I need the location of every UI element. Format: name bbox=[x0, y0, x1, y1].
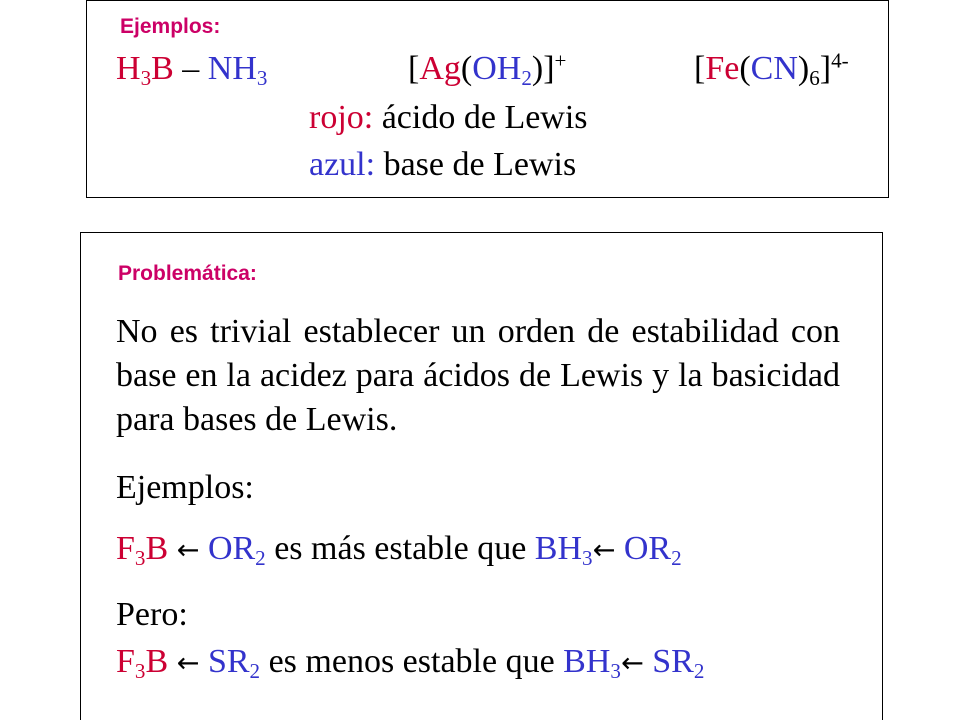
bh3-acid-2: $BH_3$ bbox=[563, 643, 621, 683]
example-line-or2: $F_3B$ ← $OR_2$ es más estable que $BH_3\leftarrow$ $OR_2$ bbox=[116, 530, 682, 570]
left-arrow-icon: ← bbox=[620, 648, 644, 679]
fe-acid: Fe bbox=[705, 50, 740, 87]
examples-heading: Ejemplos: bbox=[120, 15, 221, 38]
problem-paragraph: No es trivial establecer un orden de estabilidad con base en la acidez para ácidos de Lewis y la basicidad para bases de Lewis. bbox=[116, 313, 840, 438]
f3b-acid-2: $F_3B$ bbox=[116, 643, 169, 683]
left-arrow-icon: ← bbox=[176, 535, 200, 566]
nh3-base: $NH_3$ bbox=[207, 50, 268, 90]
examples-label: Ejemplos: bbox=[116, 469, 254, 506]
legend-red: rojo: ácido de Lewis bbox=[309, 99, 588, 136]
oh2-base: $OH_2$ bbox=[472, 50, 532, 90]
bh3-acid: $BH_3$ bbox=[534, 530, 593, 570]
example-h3b-nh3: $H_3B - NH_3$ bbox=[116, 50, 268, 90]
h3b-acid: $H_3B$ bbox=[116, 50, 174, 90]
problem-heading: Problemática: bbox=[118, 262, 257, 285]
or2-base: $OR_2$ bbox=[207, 530, 266, 570]
example-line-sr2: $F_3B$ ← $SR_2$ es menos estable que $BH_3\leftarrow$ $SR_2$ bbox=[116, 643, 705, 683]
ag-acid: Ag bbox=[419, 50, 461, 87]
sr2-base-2: $SR_2$ bbox=[652, 643, 705, 683]
sr2-base: $SR_2$ bbox=[207, 643, 261, 683]
example-ag-oh2: $[Ag(OH_2)]^+$ bbox=[408, 48, 567, 90]
example-fe-cn6: $[Fe(CN)_6]^{4-}$ bbox=[694, 48, 849, 90]
pero-label: Pero: bbox=[116, 596, 188, 633]
or2-base-2: $OR_2$ bbox=[623, 530, 682, 570]
legend-blue: azul: base de Lewis bbox=[309, 146, 577, 183]
left-arrow-icon: ← bbox=[592, 535, 616, 566]
left-arrow-icon: ← bbox=[176, 648, 200, 679]
f3b-acid: $F_3B$ bbox=[116, 530, 169, 570]
cn-base: CN bbox=[750, 50, 798, 87]
